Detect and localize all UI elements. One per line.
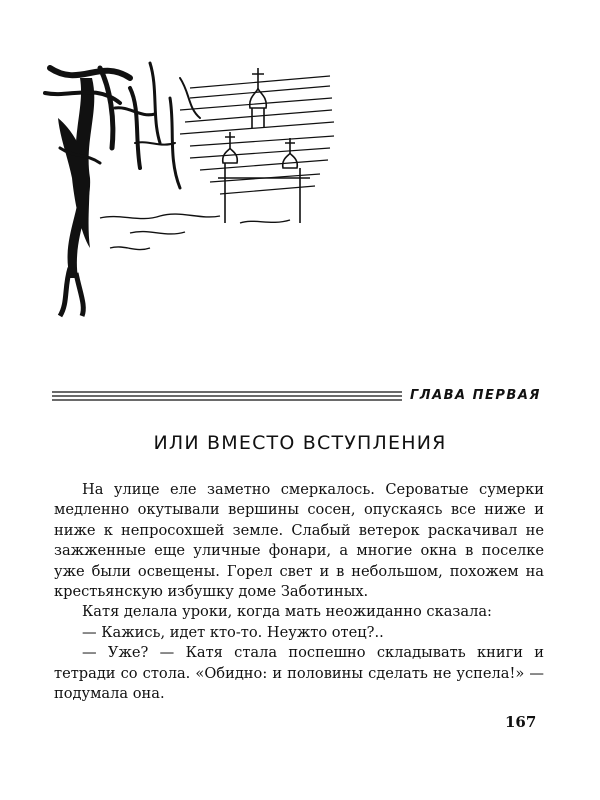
paragraph: На улице еле заметно смеркалось. Сероватые сумерки медленно окутывали вершины сосен, опускаясь все ниже и ниже к непросохшей земле. Слабый ветерок раскачивал не зажженные еще уличные фонари, а многие окна в поселке уже были освещены. Горел свет и в небольшом, похожем на крестьянскую избушку доме Заботиных.	[54, 481, 544, 601]
page-number: 167	[505, 713, 537, 731]
chapter-divider	[52, 390, 402, 402]
paragraph: Катя делала уроки, когда мать неожиданно сказала:	[82, 603, 492, 621]
chapter-illustration	[40, 48, 340, 318]
ground-scribbles	[100, 214, 290, 250]
paragraph: — Уже? — Катя стала поспешно складывать книги и тетради со стола. «Обидно: и половины сделать не успела!» — подумала она.	[54, 644, 544, 703]
paragraph: — Кажись, идет кто-то. Неужто отец?..	[82, 623, 384, 641]
body-text	[54, 480, 544, 704]
tree-branches	[45, 63, 200, 188]
sky-hatching	[180, 76, 334, 194]
chapter-label: ГЛАВА ПЕРВАЯ	[410, 388, 541, 403]
chapter-title: ИЛИ ВМЕСТО ВСТУПЛЕНИЯ	[153, 432, 447, 454]
